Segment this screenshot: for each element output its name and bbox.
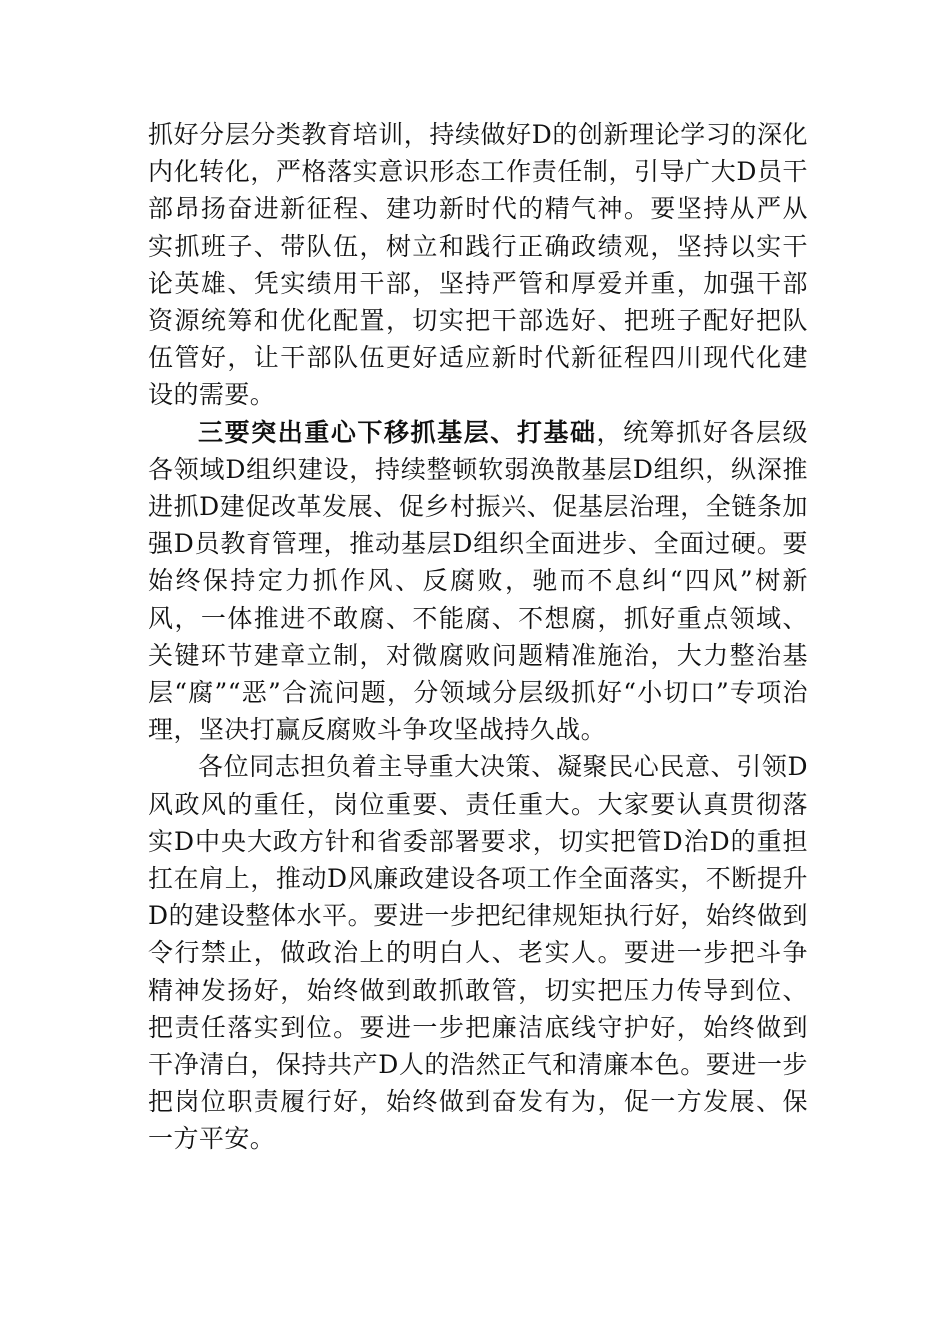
paragraph-lead-heading: 三要突出重心下移抓基层、打基础 <box>198 417 597 447</box>
paragraph-closing <box>148 748 808 1157</box>
paragraph-third-requirement <box>148 414 808 749</box>
paragraph-continuation <box>148 116 808 414</box>
paragraph-text: 抓好分层分类教育培训，持续做好D的创新理论学习的深化内化转化，严格落实意识形态工作责任制，引导广大D员干部昂扬奋进新征程、建功新时代的精气神。要坚持从严从实抓班子、带队伍，树立和践行正确政绩观，坚持以实干论英雄、凭实绩用干部，坚持严管和厚爱并重，加强干部资源统筹和优化配置，切实把干部选好、把班子配好把队伍管好，让干部队伍更好适应新时代新征程四川现代化建设的需要。 <box>148 120 808 410</box>
paragraph-text: ，统筹抓好各层级各领域D组织建设，持续整顿软弱涣散基层D组织，纵深推进抓D建促改革发展、促乡村振兴、促基层治理，全链条加强D员教育管理，推动基层D组织全面进步、全面过硬。要始终保持定力抓作风、反腐败，驰而不息纠“四风”树新风，一体推进不敢腐、不能腐、不想腐，抓好重点领域、关键环节建章立制，对微腐败问题精准施治，大力整治基层“腐”“恶”合流问题，分领域分层级抓好“小切口”专项治理，坚决打赢反腐败斗争攻坚战持久战。 <box>148 417 808 745</box>
document-page <box>148 116 808 1158</box>
paragraph-text: 各位同志担负着主导重大决策、凝聚民心民意、引领D风政风的重任，岗位重要、责任重大。大家要认真贯彻落实D中央大政方针和省委部署要求，切实把管D治D的重担扛在肩上，推动D风廉政建设各项工作全面落实，不断提升D的建设整体水平。要进一步把纪律规矩执行好，始终做到令行禁止，做政治上的明白人、老实人。要进一步把斗争精神发扬好，始终做到敢抓敢管，切实把压力传导到位、把责任落实到位。要进一步把廉洁底线守护好，始终做到干净清白，保持共产D人的浩然正气和清廉本色。要进一步把岗位职责履行好，始终做到奋发有为，促一方发展、保一方平安。 <box>148 752 808 1154</box>
